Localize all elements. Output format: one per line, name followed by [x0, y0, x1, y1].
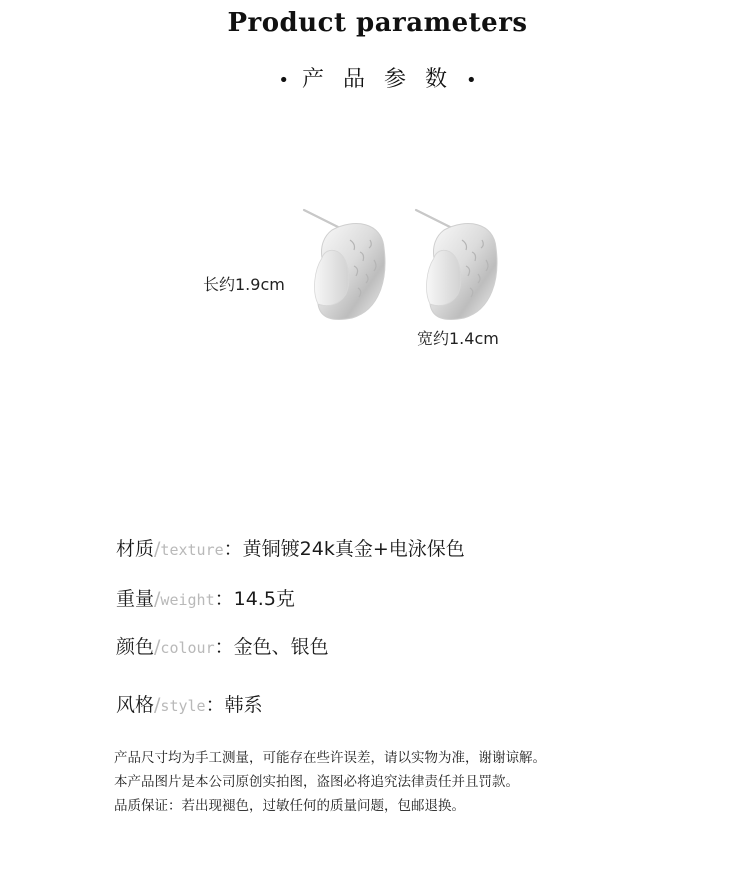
- page-subtitle: [0, 62, 755, 93]
- spec-label: 材质: [116, 538, 155, 560]
- subtitle-text: 产 品 参 数: [302, 67, 453, 92]
- bullet-right: •: [465, 70, 477, 91]
- spec-colon: ：: [214, 588, 234, 610]
- spec-value: 韩系: [224, 694, 263, 716]
- spec-colon: ：: [214, 636, 234, 658]
- spec-label-en: weight: [160, 591, 215, 609]
- spec-row-texture: [116, 534, 465, 561]
- spec-label: 重量: [116, 588, 155, 610]
- spec-value: 金色、银色: [233, 636, 329, 658]
- spec-separator: /: [154, 694, 161, 716]
- earring-right: [416, 210, 497, 319]
- page-title: Product parameters: [227, 8, 528, 38]
- note-copyright: 本产品图片是本公司原创实拍图，盗图必将追究法律责任并且罚款。: [114, 774, 519, 790]
- spec-value: 黄铜镀24k真金+电泳保色: [242, 538, 465, 560]
- spec-colon: ：: [205, 694, 225, 716]
- note-measurement: 产品尺寸均为手工测量，可能存在些许误差，请以实物为准，谢谢谅解。: [114, 750, 546, 766]
- earrings-product-photo: [296, 200, 508, 330]
- spec-label-en: colour: [160, 639, 215, 657]
- spec-row-weight: [116, 584, 295, 611]
- spec-label: 颜色: [116, 636, 155, 658]
- spec-label-en: texture: [160, 541, 224, 559]
- length-dimension-label: 长约1.9cm: [203, 275, 285, 294]
- spec-label: 风格: [116, 694, 155, 716]
- spec-row-style: [116, 690, 263, 717]
- spec-row-colour: [116, 632, 329, 659]
- bullet-left: •: [278, 70, 289, 91]
- spec-separator: /: [154, 538, 161, 560]
- spec-value: 14.5克: [233, 588, 295, 610]
- spec-colon: ：: [223, 538, 243, 560]
- spec-separator: /: [154, 588, 161, 610]
- note-quality-guarantee: 品质保证：若出现褪色，过敏任何的质量问题，包邮退换。: [114, 798, 465, 814]
- spec-label-en: style: [160, 697, 206, 715]
- width-dimension-label: 宽约1.4cm: [417, 329, 499, 348]
- spec-separator: /: [154, 636, 161, 658]
- earring-left: [304, 210, 385, 319]
